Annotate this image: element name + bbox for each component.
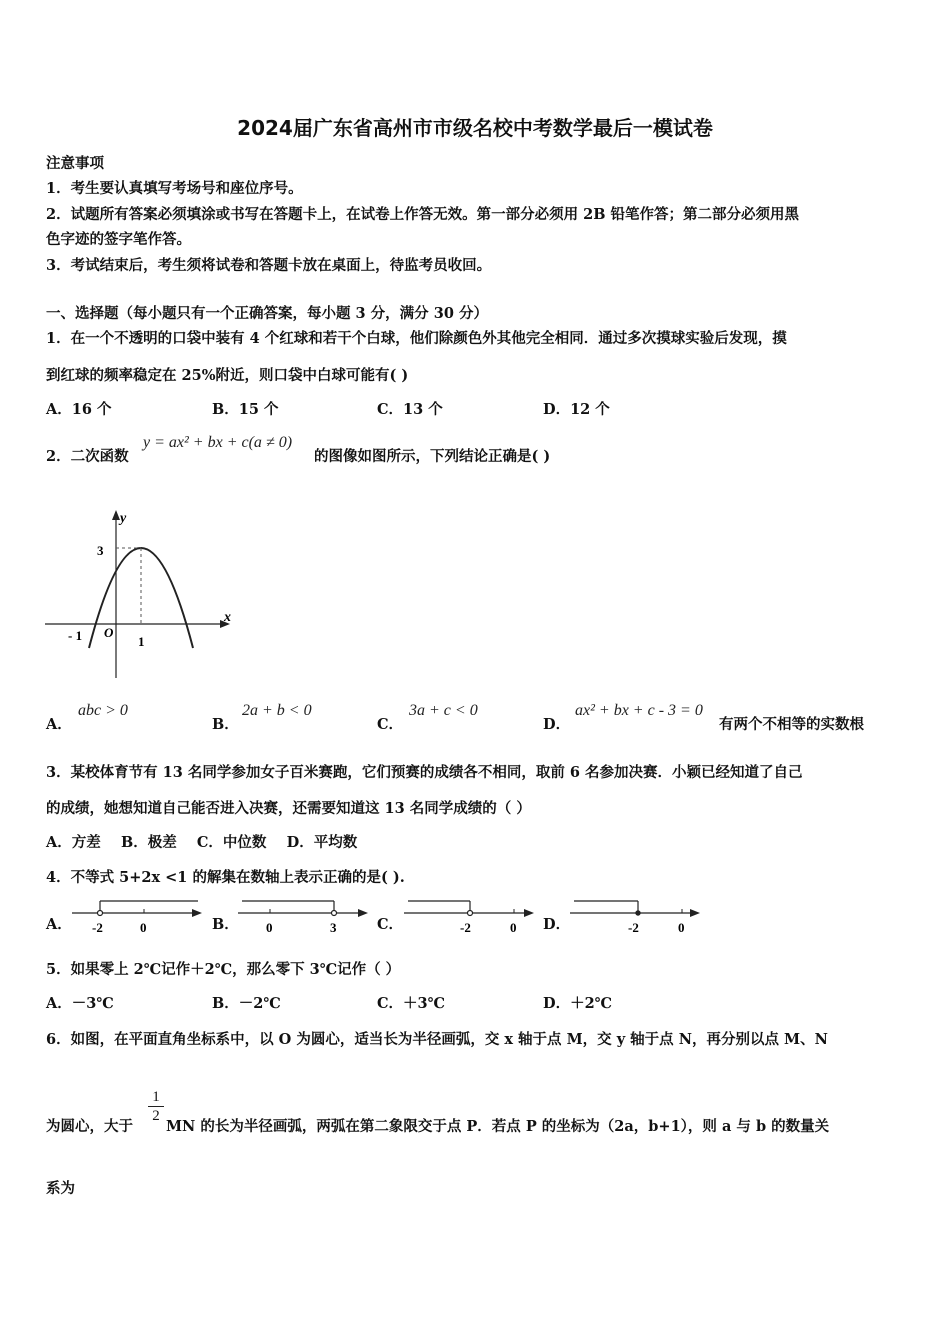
question-3-line1: 3．某校体育节有 13 名同学参加女子百米赛跑，它们预赛的成绩各不相同，取前 6 名参加决赛．小颖已经知道了自己 [46,764,803,781]
q2-option-c-math: 3a + c < 0 [409,702,478,719]
notice-item: 色字迹的签字笔作答。 [46,231,191,248]
q2-option-d-tail: 有两个不相等的实数根 [719,716,864,733]
question-2-formula: y = ax² + bx + c(a ≠ 0) [143,434,293,451]
parabola-graph [40,500,240,685]
tick-label: -2 [92,920,103,935]
origin-label: O [104,625,114,640]
notice-item: 1．考生要认真填写考场号和座位序号。 [46,180,303,197]
fraction-numerator: 1 [152,1089,160,1105]
q4-option-a-label: A． [46,916,72,933]
question-3-line2: 的成绩，她想知道自己能否进入决赛，还需要知道这 13 名同学成绩的（ ） [46,800,531,817]
tick-label-3: 3 [97,543,104,558]
q4-number-line-c [400,896,540,938]
fraction-one-half [148,1088,164,1125]
q4-option-b-label: B． [212,916,239,933]
x-axis-label: x [224,610,231,625]
question-1-line2: 到红球的频率稳定在 25%附近，则口袋中白球可能有( ) [46,367,409,384]
tick-label: 0 [510,920,517,935]
q1-option-d: D．12 个 [543,401,610,418]
q4-option-c-label: C． [377,916,404,933]
q3-options: A．方差 B．极差 C．中位数 D．平均数 [46,834,358,851]
question-4-stem: 4．不等式 5+2x <1 的解集在数轴上表示正确的是( ). [46,869,405,886]
q1-option-a: A．16 个 [46,401,112,418]
q2-option-a-math: abc > 0 [78,702,128,719]
q5-option-a: A．－3℃ [46,995,114,1012]
tick-label: -2 [628,920,639,935]
q5-option-d: D．＋2℃ [543,995,613,1012]
q5-option-b: B．－2℃ [212,995,281,1012]
tick-label: 0 [140,920,147,935]
notice-heading: 注意事项 [46,155,104,172]
q5-option-c: C．＋3℃ [377,995,446,1012]
q2-option-c-label: C． [377,716,404,733]
q2-option-a-label: A． [46,716,72,733]
page-title: 2024届广东省高州市市级名校中考数学最后一模试卷 [237,116,713,140]
notice-item: 3．考试结束后，考生须将试卷和答题卡放在桌面上，待监考员收回。 [46,257,492,274]
y-axis-label: y [120,511,127,526]
q2-option-b-math: 2a + b < 0 [242,702,312,719]
section-heading: 一、选择题（每小题只有一个正确答案，每小题 3 分，满分 30 分） [46,305,488,322]
q2-option-d-math: ax² + bx + c - 3 = 0 [575,702,703,719]
tick-label-minus-1: - 1 [68,628,83,643]
q4-option-d-label: D． [543,916,571,933]
tick-label-1: 1 [138,634,145,649]
question-2-suffix: 的图像如图所示，下列结论正确是( ) [314,448,551,465]
tick-label: 0 [266,920,273,935]
tick-label: -2 [460,920,471,935]
question-5-stem: 5．如果零上 2℃记作＋2℃，那么零下 3℃记作（ ） [46,961,401,978]
q1-option-c: C．13 个 [377,401,443,418]
y-axis-arrow [112,510,120,520]
question-2-prefix: 2．二次函数 [46,448,129,465]
q2-option-b-label: B． [212,716,239,733]
fraction-denominator: 2 [148,1106,164,1125]
question-6-line2-suffix: MN 的长为半径画弧，两弧在第二象限交于点 P．若点 P 的坐标为（2a，b+1），则 a 与 b 的数量关 [166,1118,830,1135]
question-6-line1: 6．如图，在平面直角坐标系中，以 O 为圆心，适当长为半径画弧，交 x 轴于点 M，交 y 轴于点 N，再分别以点 M、N [46,1031,828,1048]
q2-option-d-label: D． [543,716,571,733]
q4-number-line-b [234,896,374,938]
tick-label: 3 [330,920,337,935]
question-1-line1: 1．在一个不透明的口袋中装有 4 个红球和若干个白球，他们除颜色外其他完全相同．通过多次摸球实验后发现，摸 [46,330,787,347]
tick-label: 0 [678,920,685,935]
q1-option-b: B．15 个 [212,401,279,418]
q4-number-line-a [68,896,208,938]
question-6-line3: 系为 [46,1180,75,1197]
notice-item: 2．试题所有答案必须填涂或书写在答题卡上，在试卷上作答无效。第一部分必须用 2B 铅笔作答；第二部分必须用黑 [46,206,800,223]
question-6-line2-prefix: 为圆心，大于 [46,1118,133,1135]
q4-number-line-d [566,896,706,938]
